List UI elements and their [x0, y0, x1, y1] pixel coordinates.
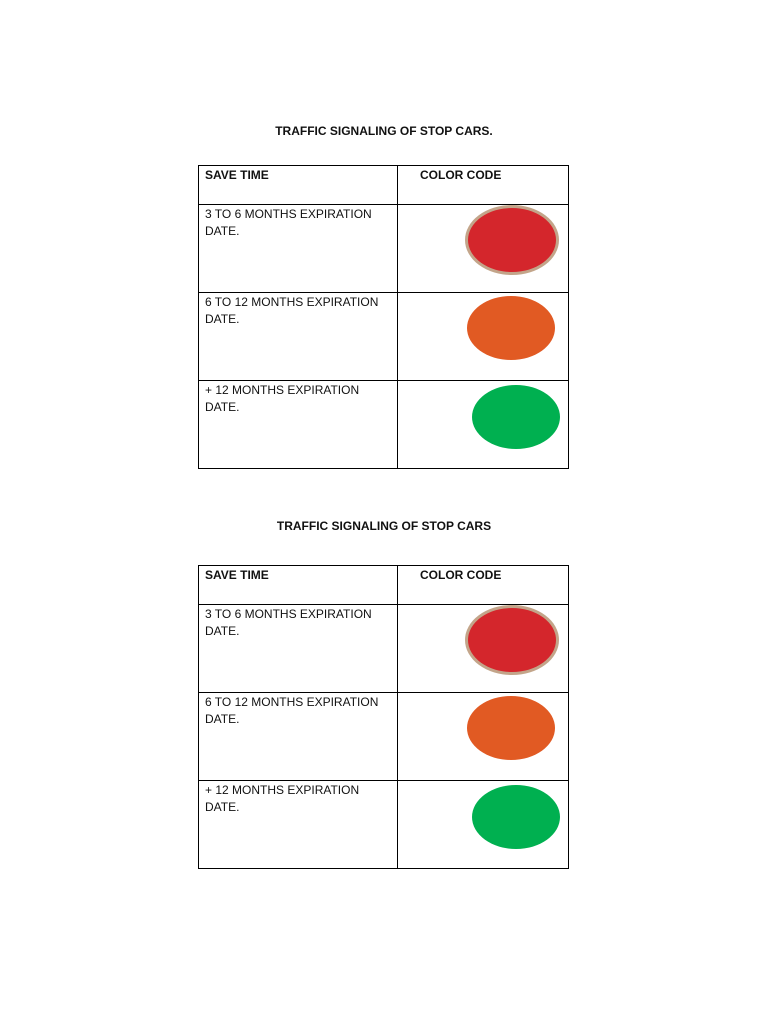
color-cell	[398, 205, 569, 293]
orange-light-icon	[467, 296, 555, 360]
table-row	[199, 381, 569, 469]
row-label-cell	[199, 293, 398, 381]
table-row	[199, 693, 569, 781]
header-color-code: COLOR CODE	[420, 168, 502, 182]
row-label: + 12 MONTHS EXPIRATION DATE.	[205, 383, 360, 414]
table-row	[199, 781, 569, 869]
row-label-cell	[199, 381, 398, 469]
row-label: 6 TO 12 MONTHS EXPIRATION DATE.	[205, 295, 379, 326]
color-code-table	[198, 565, 569, 869]
table-header-row	[199, 566, 569, 605]
table-row	[199, 205, 569, 293]
table-row	[199, 605, 569, 693]
header-color-code: COLOR CODE	[420, 568, 502, 582]
section-title: TRAFFIC SIGNALING OF STOP CARS.	[275, 124, 493, 138]
header-save-time: SAVE TIME	[205, 568, 269, 582]
color-cell	[398, 693, 569, 781]
orange-light-icon	[467, 696, 555, 760]
row-label-cell	[199, 693, 398, 781]
header-save-time: SAVE TIME	[205, 168, 269, 182]
color-cell	[398, 605, 569, 693]
green-light-icon	[472, 385, 560, 449]
red-light-icon	[468, 208, 556, 272]
header-cell-color-code	[398, 166, 569, 205]
row-label: + 12 MONTHS EXPIRATION DATE.	[205, 783, 360, 814]
row-label-cell	[199, 605, 398, 693]
color-cell	[398, 293, 569, 381]
color-cell	[398, 781, 569, 869]
color-cell	[398, 381, 569, 469]
header-cell-save-time	[199, 566, 398, 605]
row-label-cell	[199, 781, 398, 869]
row-label-cell	[199, 205, 398, 293]
header-cell-color-code	[398, 566, 569, 605]
green-light-icon	[472, 785, 560, 849]
table-row	[199, 293, 569, 381]
section-title: TRAFFIC SIGNALING OF STOP CARS	[276, 519, 492, 533]
color-code-table	[198, 165, 569, 469]
header-cell-save-time	[199, 166, 398, 205]
row-label: 6 TO 12 MONTHS EXPIRATION DATE.	[205, 695, 379, 726]
red-light-icon	[468, 608, 556, 672]
row-label: 3 TO 6 MONTHS EXPIRATION DATE.	[205, 607, 372, 638]
row-label: 3 TO 6 MONTHS EXPIRATION DATE.	[205, 207, 372, 238]
table-header-row	[199, 166, 569, 205]
